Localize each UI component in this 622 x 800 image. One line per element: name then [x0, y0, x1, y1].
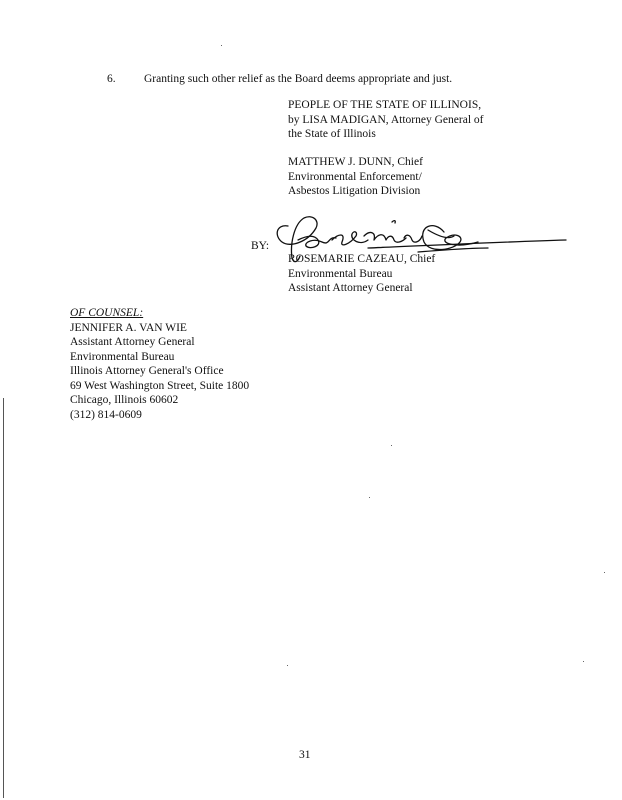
scan-speck: [604, 572, 605, 573]
signatory-line: PEOPLE OF THE STATE OF ILLINOIS,: [288, 99, 482, 111]
counsel-line: Assistant Attorney General: [70, 336, 195, 348]
item-number: 6.: [107, 73, 116, 85]
counsel-line: 69 West Washington Street, Suite 1800: [70, 379, 250, 392]
signer-line: ROSEMARIE CAZEAU, Chief: [288, 253, 436, 265]
scan-speck: [287, 665, 288, 666]
counsel-line: Illinois Attorney General's Office: [70, 365, 224, 377]
counsel-line: (312) 814-0609: [70, 408, 142, 421]
signer-line: Assistant Attorney General: [288, 282, 413, 294]
by-label: BY:: [251, 240, 270, 252]
handwritten-signature: [268, 206, 568, 268]
scan-margin-line: [3, 398, 4, 798]
scan-speck: [391, 445, 392, 446]
signatory-line: by LISA MADIGAN, Attorney General of: [288, 113, 484, 126]
chief-line: MATTHEW J. DUNN, Chief: [288, 156, 423, 168]
scan-speck: [221, 45, 222, 46]
counsel-line: Environmental Bureau: [70, 350, 175, 363]
counsel-line: JENNIFER A. VAN WIE: [70, 321, 187, 334]
signatory-line: the State of Illinois: [288, 128, 376, 140]
counsel-heading: OF COUNSEL:: [70, 307, 144, 319]
signer-line: Environmental Bureau: [288, 267, 393, 280]
counsel-block: [70, 306, 249, 422]
page-number: 31: [299, 749, 311, 761]
chief-line: Asbestos Litigation Division: [288, 185, 421, 197]
signatory-block: [288, 98, 483, 142]
chief-line: Environmental Enforcement/: [288, 170, 422, 183]
scan-speck: [583, 661, 584, 662]
chief-block: [288, 155, 423, 199]
item-text: Granting such other relief as the Board deems appropriate and just.: [144, 73, 453, 85]
counsel-line: Chicago, Illinois 60602: [70, 394, 179, 406]
scan-speck: [369, 497, 370, 498]
